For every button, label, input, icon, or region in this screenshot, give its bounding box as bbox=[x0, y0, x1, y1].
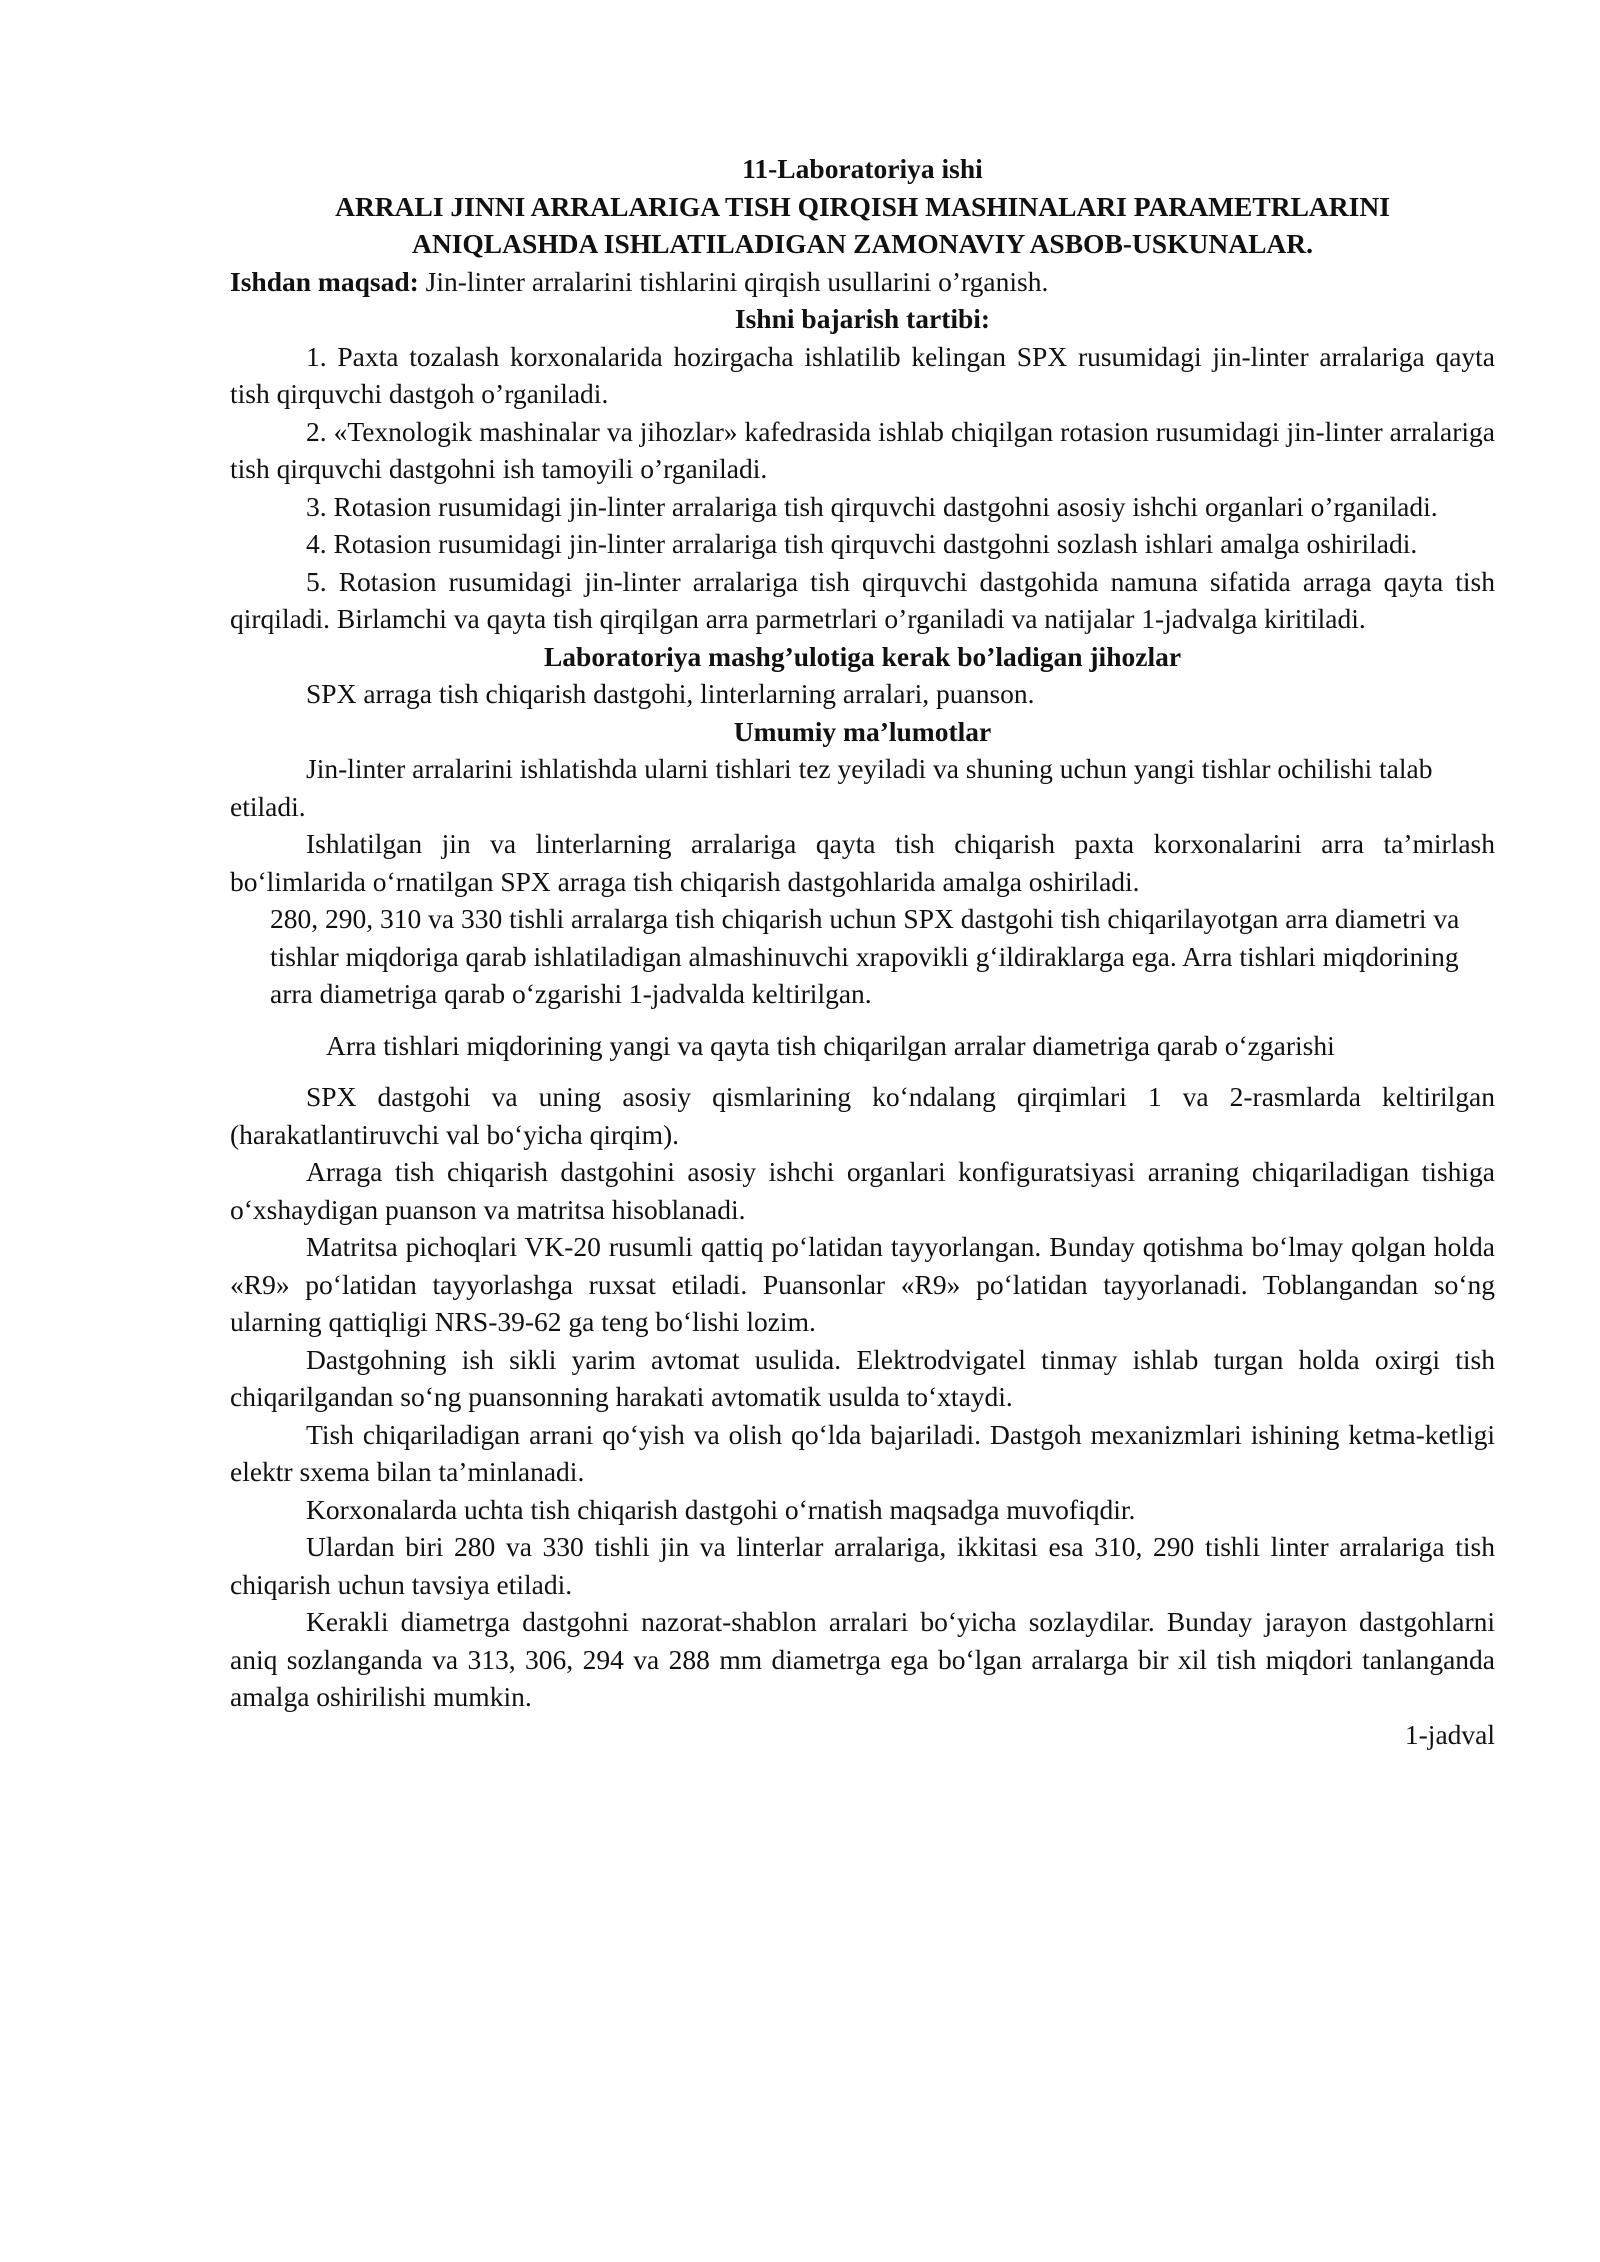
general-paragraph-1: Jin-linter arralarini ishlatishda ularni tishlari tez yeyiladi va shuning uchun yangi tishlar ochilishi talab etiladi. bbox=[230, 753, 1433, 822]
general-paragraph-6: Arraga tish chiqarish dastgohini asosiy ishchi organlari konfiguratsiyasi arraning chiqariladigan tishiga o‘xshaydigan puanson va matritsa hisoblanadi. bbox=[230, 1156, 1495, 1225]
general-paragraph-7: Matritsa pichoqlari VK-20 rusumli qattiq po‘latidan tayyorlangan. Bunday qotishma bo‘lmay qolgan holda «R9» po‘latidan tayyorlashga ruxsat etiladi. Puansonlar «R9» po‘latidan tayyorlanadi. Toblangandan so‘ng ularning qattiqligi NRS-39-62 ga teng bo‘lishi lozim. bbox=[230, 1231, 1495, 1337]
topic-title-line2: ANIQLASHDA ISHLATILADIGAN ZAMONAVIY ASBOB-USKUNALAR. bbox=[411, 228, 1314, 259]
procedure-heading: Ishni bajarish tartibi: bbox=[734, 303, 991, 334]
general-paragraph-10: Korxonalarda uchta tish chiqarish dastgohi o‘rnatish maqsadga muvofiqdir. bbox=[306, 1493, 1136, 1525]
table-caption: 1-jadval bbox=[1404, 1718, 1495, 1750]
goal-label: Ishdan maqsad: bbox=[230, 265, 419, 297]
goal-text: Jin-linter arralarini tishlarini qirqish usullarini o’rganish. bbox=[418, 265, 1049, 297]
document-page bbox=[230, 150, 1495, 1753]
equipment-heading: Laboratoriya mashg’ulotiga kerak bo’ladigan jihozlar bbox=[543, 640, 1182, 672]
procedure-step-2: 2. «Texnologik mashinalar va jihozlar» kafedrasida ishlab chiqilgan rotasion rusumidagi jin-linter arralariga tish qirquvchi dastgohni ish tamoyili o’rganiladi. bbox=[230, 415, 1495, 484]
procedure-step-1: 1. Paxta tozalash korxonalarida hozirgacha ishlatilib kelingan SPX rusumidagi jin-linter arralariga qayta tish qirquvchi dastgoh o’rganiladi. bbox=[230, 340, 1495, 409]
lab-title: 11-Laboratoriya ishi bbox=[742, 153, 983, 184]
general-paragraph-5: SPX dastgohi va uning asosiy qismlarining ko‘ndalang qirqimlari 1 va 2-rasmlarda keltirilgan (harakatlantiruvchi val bo‘yicha qirqim). bbox=[230, 1081, 1495, 1150]
procedure-step-5: 5. Rotasion rusumidagi jin-linter arralariga tish qirquvchi dastgohida namuna sifatida arraga qayta tish qirqiladi. Birlamchi va qayta tish qirqilgan arra parmetrlari o’rganiladi va natijalar 1-jadvalga kiritiladi. bbox=[230, 565, 1495, 634]
general-info-heading: Umumiy ma’lumotlar bbox=[733, 715, 992, 747]
general-paragraph-9: Tish chiqariladigan arrani qo‘yish va olish qo‘lda bajariladi. Dastgoh mexanizmlari ishining ketma-ketligi elektr sxema bilan ta’minlanadi. bbox=[230, 1418, 1495, 1487]
equipment-text: SPX arraga tish chiqarish dastgohi, linterlarning arralari, puanson. bbox=[306, 678, 1035, 709]
table-title-paragraph: Arra tishlari miqdorining yangi va qayta tish chiqarilgan arralar diametriga qarab o‘zgarishi bbox=[326, 1029, 1335, 1061]
general-paragraph-8: Dastgohning ish sikli yarim avtomat usulida. Elektrodvigatel tinmay ishlab turgan holda oxirgi tish chiqarilgandan so‘ng puansonning harakati avtomatik usulda to‘xtaydi. bbox=[230, 1343, 1495, 1412]
procedure-step-3: 3. Rotasion rusumidagi jin-linter arralariga tish qirquvchi dastgohni asosiy ishchi organlari o’rganiladi. bbox=[306, 490, 1438, 522]
goal-paragraph bbox=[230, 263, 1495, 301]
general-paragraph-3: 280, 290, 310 va 330 tishli arralarga tish chiqarish uchun SPX dastgohi tish chiqarilayotgan arra diametri va tishlar miqdoriga qarab ishlatiladigan almashinuvchi xrapovikli g‘ildiraklarga ega. Arra tishlari miqdorining arra diametriga qarab o‘zgarishi 1-jadvalda keltirilgan. bbox=[270, 903, 1460, 1009]
procedure-step-4: 4. Rotasion rusumidagi jin-linter arralariga tish qirquvchi dastgohni sozlash ishlari amalga oshiriladi. bbox=[306, 528, 1418, 559]
general-paragraph-11: Ulardan biri 280 va 330 tishli jin va linterlar arralariga, ikkitasi esa 310, 290 tishli linter arralariga tish chiqarish uchun tavsiya etiladi. bbox=[230, 1531, 1495, 1600]
general-paragraph-2: Ishlatilgan jin va linterlarning arralariga qayta tish chiqarish paxta korxonalarini arra ta’mirlash bo‘limlarida o‘rnatilgan SPX arraga tish chiqarish dastgohlarida amalga oshiriladi. bbox=[230, 828, 1495, 897]
general-paragraph-12: Kerakli diametrga dastgohni nazorat-shablon arralari bo‘yicha sozlaydilar. Bunday jarayon dastgohlarni aniq sozlanganda va 313, 306, 294 va 288 mm diametrga ega bo‘lgan arralarga bir xil tish miqdori tanlanganda amalga oshirilishi mumkin. bbox=[230, 1606, 1495, 1712]
topic-title-line1: ARRALI JINNI ARRALARIGA TISH QIRQISH MASHINALARI PARAMETRLARINI bbox=[335, 190, 1390, 222]
